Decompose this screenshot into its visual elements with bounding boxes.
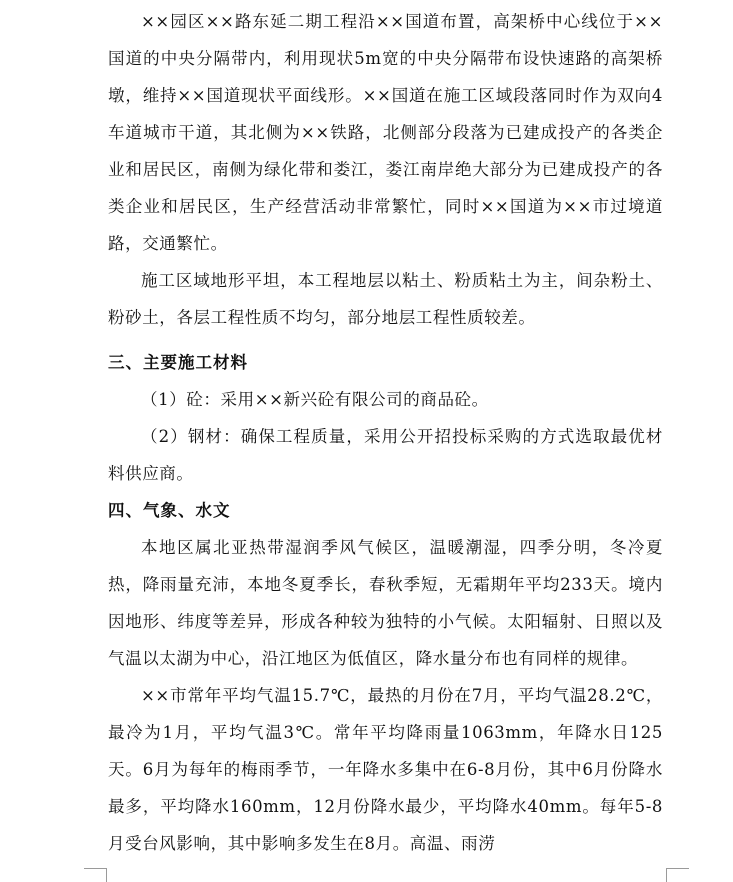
material-item-concrete: （1）砼：采用××新兴砼有限公司的商品砼。 — [141, 390, 489, 409]
document-body — [108, 3, 663, 862]
section-heading-weather: 四、气象、水文 — [108, 501, 231, 520]
page-corner-mark-left — [84, 868, 107, 882]
paragraph-project-location: ××园区××路东延二期工程沿××国道布置，高架桥中心线位于××国道的中央分隔带内，利用现状5m宽的中央分隔带布设快速路的高架桥墩，维持××国道现状平面线形。××国道在施工区域段落同时作为双向4车道城市干道，其北侧为××铁路，北侧部分段落为已建成投产的各类企业和居民区，南侧为绿化带和娄江，娄江南岸绝大部分为已建成投产的各类企业和居民区，生产经营活动非常繁忙，同时××国道为××市过境道路，交通繁忙。 — [108, 12, 663, 253]
paragraph-terrain: 施工区域地形平坦，本工程地层以粘土、粉质粘土为主，间杂粉土、粉砂土，各层工程性质不均匀，部分地层工程性质较差。 — [108, 271, 663, 327]
paragraph-climate: 本地区属北亚热带湿润季风气候区，温暖潮湿，四季分明，冬冷夏热，降雨量充沛，本地冬夏季长，春秋季短，无霜期年平均233天。境内因地形、纬度等差异，形成各种较为独特的小气候。太阳辐射、日照以及气温以太湖为中心，沿江地区为低值区，降水量分布也有同样的规律。 — [108, 538, 663, 668]
paragraph-temperature-rainfall: ××市常年平均气温15.7℃，最热的月份在7月，平均气温28.2℃，最冷为1月，平均气温3℃。常年平均降雨量1063mm，年降水日125天。6月为每年的梅雨季节，一年降水多集中在6-8月份，其中6月份降水最多，平均降水160mm，12月份降水最少，平均降水40mm。每年5-8月受台风影响，其中影响多发生在8月。高温、雨涝 — [108, 686, 663, 853]
material-item-steel: （2）钢材：确保工程质量，采用公开招投标采购的方式选取最优材料供应商。 — [108, 427, 663, 483]
page-corner-mark-right — [666, 868, 689, 882]
section-heading-materials: 三、主要施工材料 — [108, 353, 248, 372]
